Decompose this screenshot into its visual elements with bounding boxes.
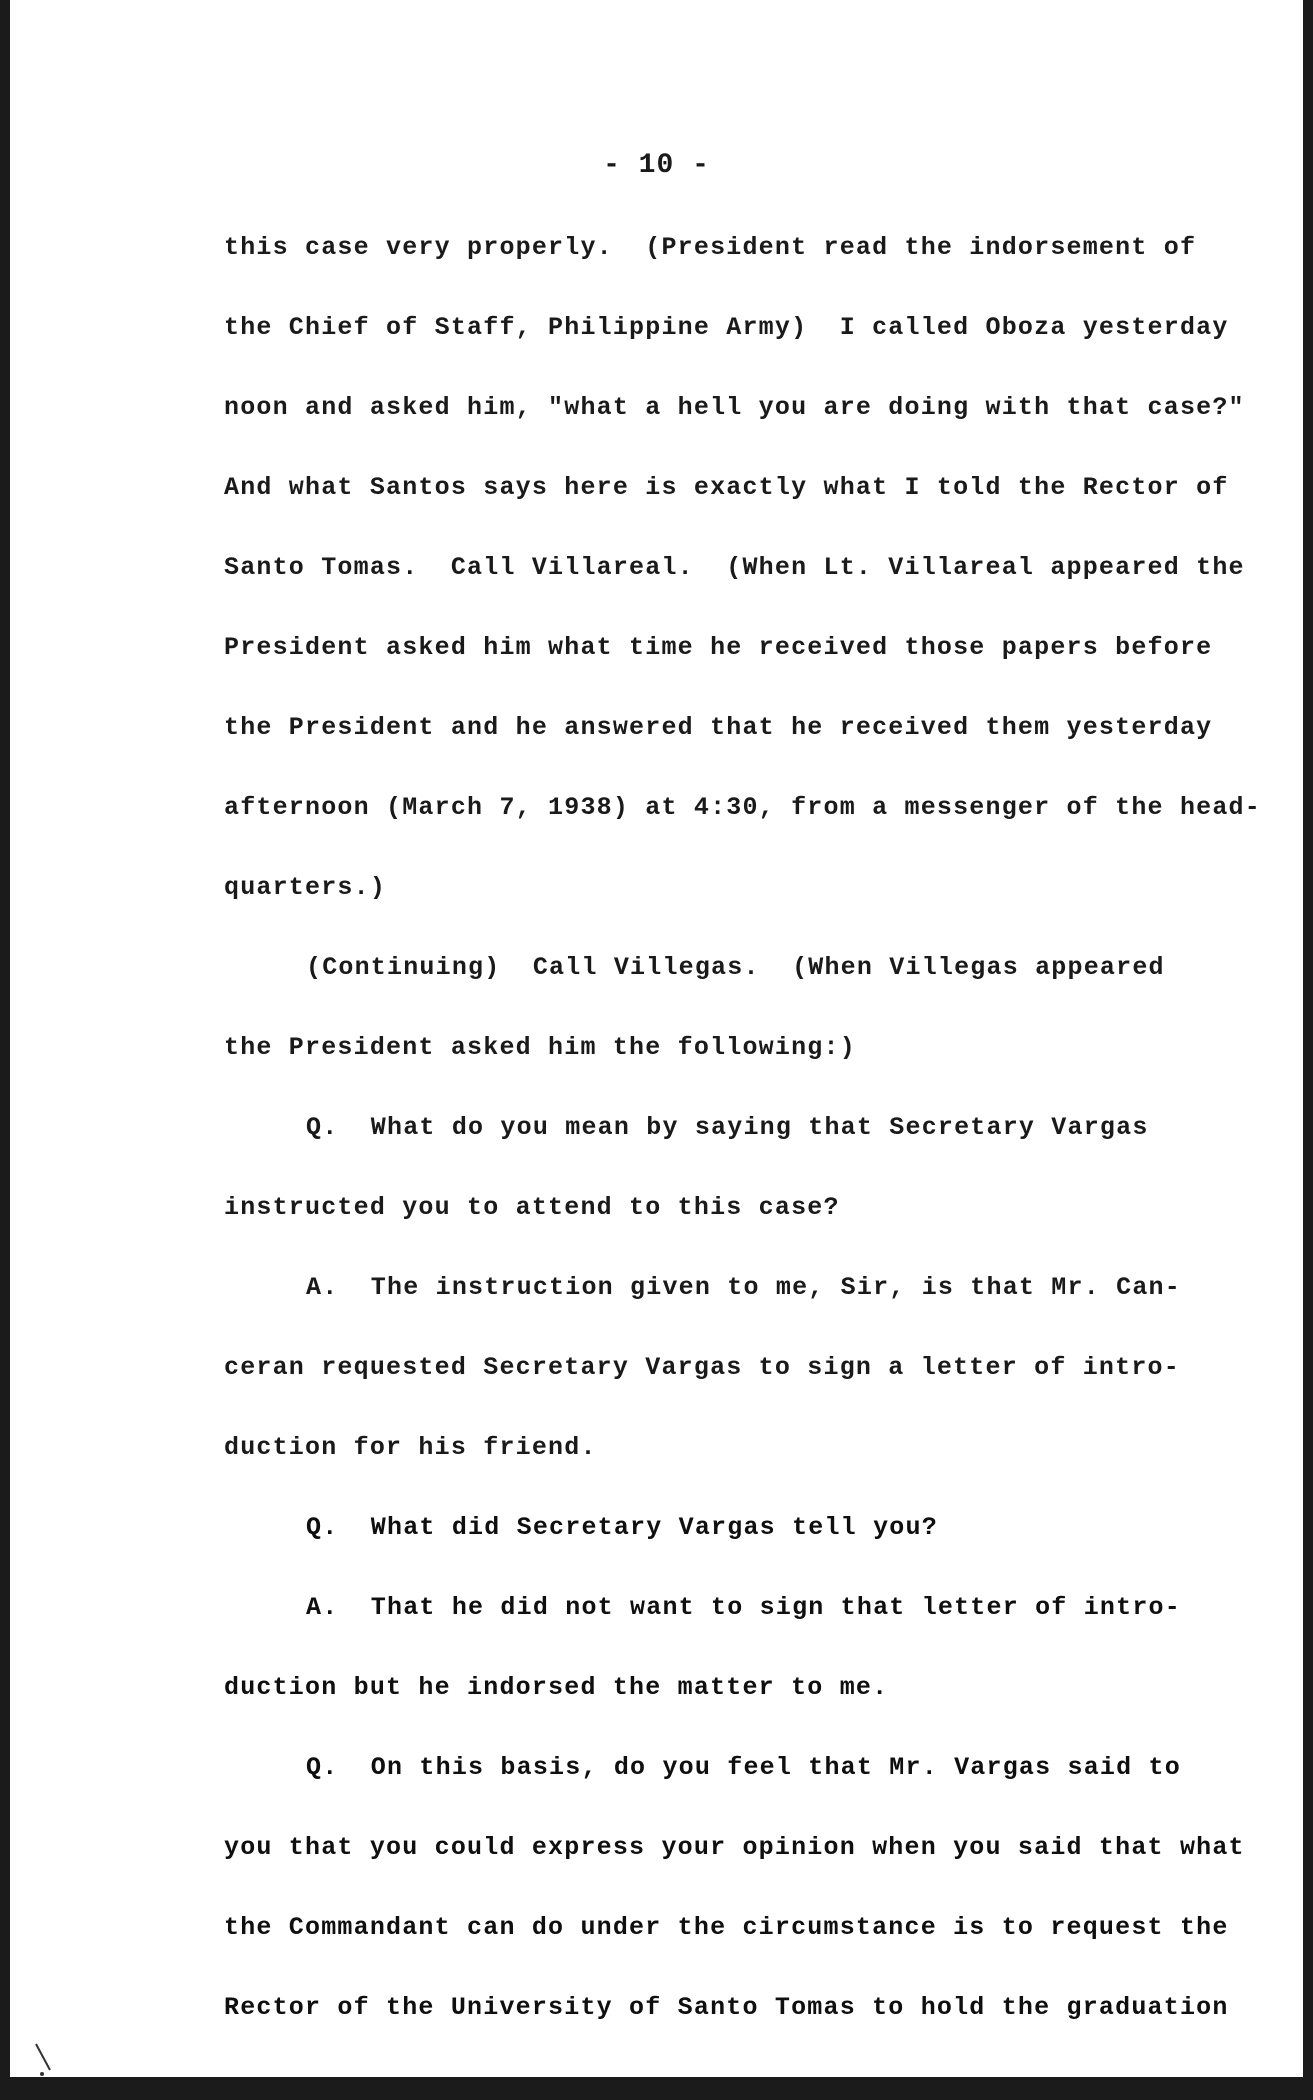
body-line: Rector of the University of Santo Tomas to hold the graduation bbox=[224, 1993, 1229, 2022]
body-line: And what Santos says here is exactly what I told the Rector of bbox=[224, 473, 1229, 502]
body-line: quarters.) bbox=[224, 873, 387, 902]
body-line: the President asked him the following:) bbox=[224, 1033, 856, 1062]
body-line: President asked him what time he received those papers before bbox=[224, 633, 1213, 662]
body-line: Q. What did Secretary Vargas tell you? bbox=[306, 1513, 938, 1542]
body-line: Santo Tomas. Call Villareal. (When Lt. Villareal appeared the bbox=[224, 553, 1245, 582]
body-line: A. That he did not want to sign that letter of intro- bbox=[306, 1593, 1181, 1622]
body-line: duction for his friend. bbox=[224, 1433, 597, 1462]
scan-artifact-marks bbox=[32, 2040, 72, 2080]
page-number: - 10 - bbox=[603, 150, 710, 181]
body-line: instructed you to attend to this case? bbox=[224, 1193, 840, 1222]
body-line: noon and asked him, "what a hell you are doing with that case?" bbox=[224, 393, 1245, 422]
body-line: ceran requested Secretary Vargas to sign a letter of intro- bbox=[224, 1353, 1180, 1382]
document-page bbox=[10, 0, 1303, 2077]
body-line: afternoon (March 7, 1938) at 4:30, from a messenger of the head- bbox=[224, 793, 1261, 822]
body-line: the President and he answered that he received them yesterday bbox=[224, 713, 1213, 742]
body-line: the Commandant can do under the circumstance is to request the bbox=[224, 1913, 1229, 1942]
body-line: this case very properly. (President read the indorsement of bbox=[224, 233, 1197, 262]
body-line: duction but he indorsed the matter to me. bbox=[224, 1673, 889, 1702]
body-line: (Continuing) Call Villegas. (When Villegas appeared bbox=[306, 953, 1165, 982]
body-line: you that you could express your opinion when you said that what bbox=[224, 1833, 1245, 1862]
body-line: Q. What do you mean by saying that Secretary Vargas bbox=[306, 1113, 1149, 1142]
body-line: Q. On this basis, do you feel that Mr. Vargas said to bbox=[306, 1753, 1181, 1782]
body-line: the Chief of Staff, Philippine Army) I called Oboza yesterday bbox=[224, 313, 1229, 342]
body-line: A. The instruction given to me, Sir, is that Mr. Can- bbox=[306, 1273, 1181, 1302]
